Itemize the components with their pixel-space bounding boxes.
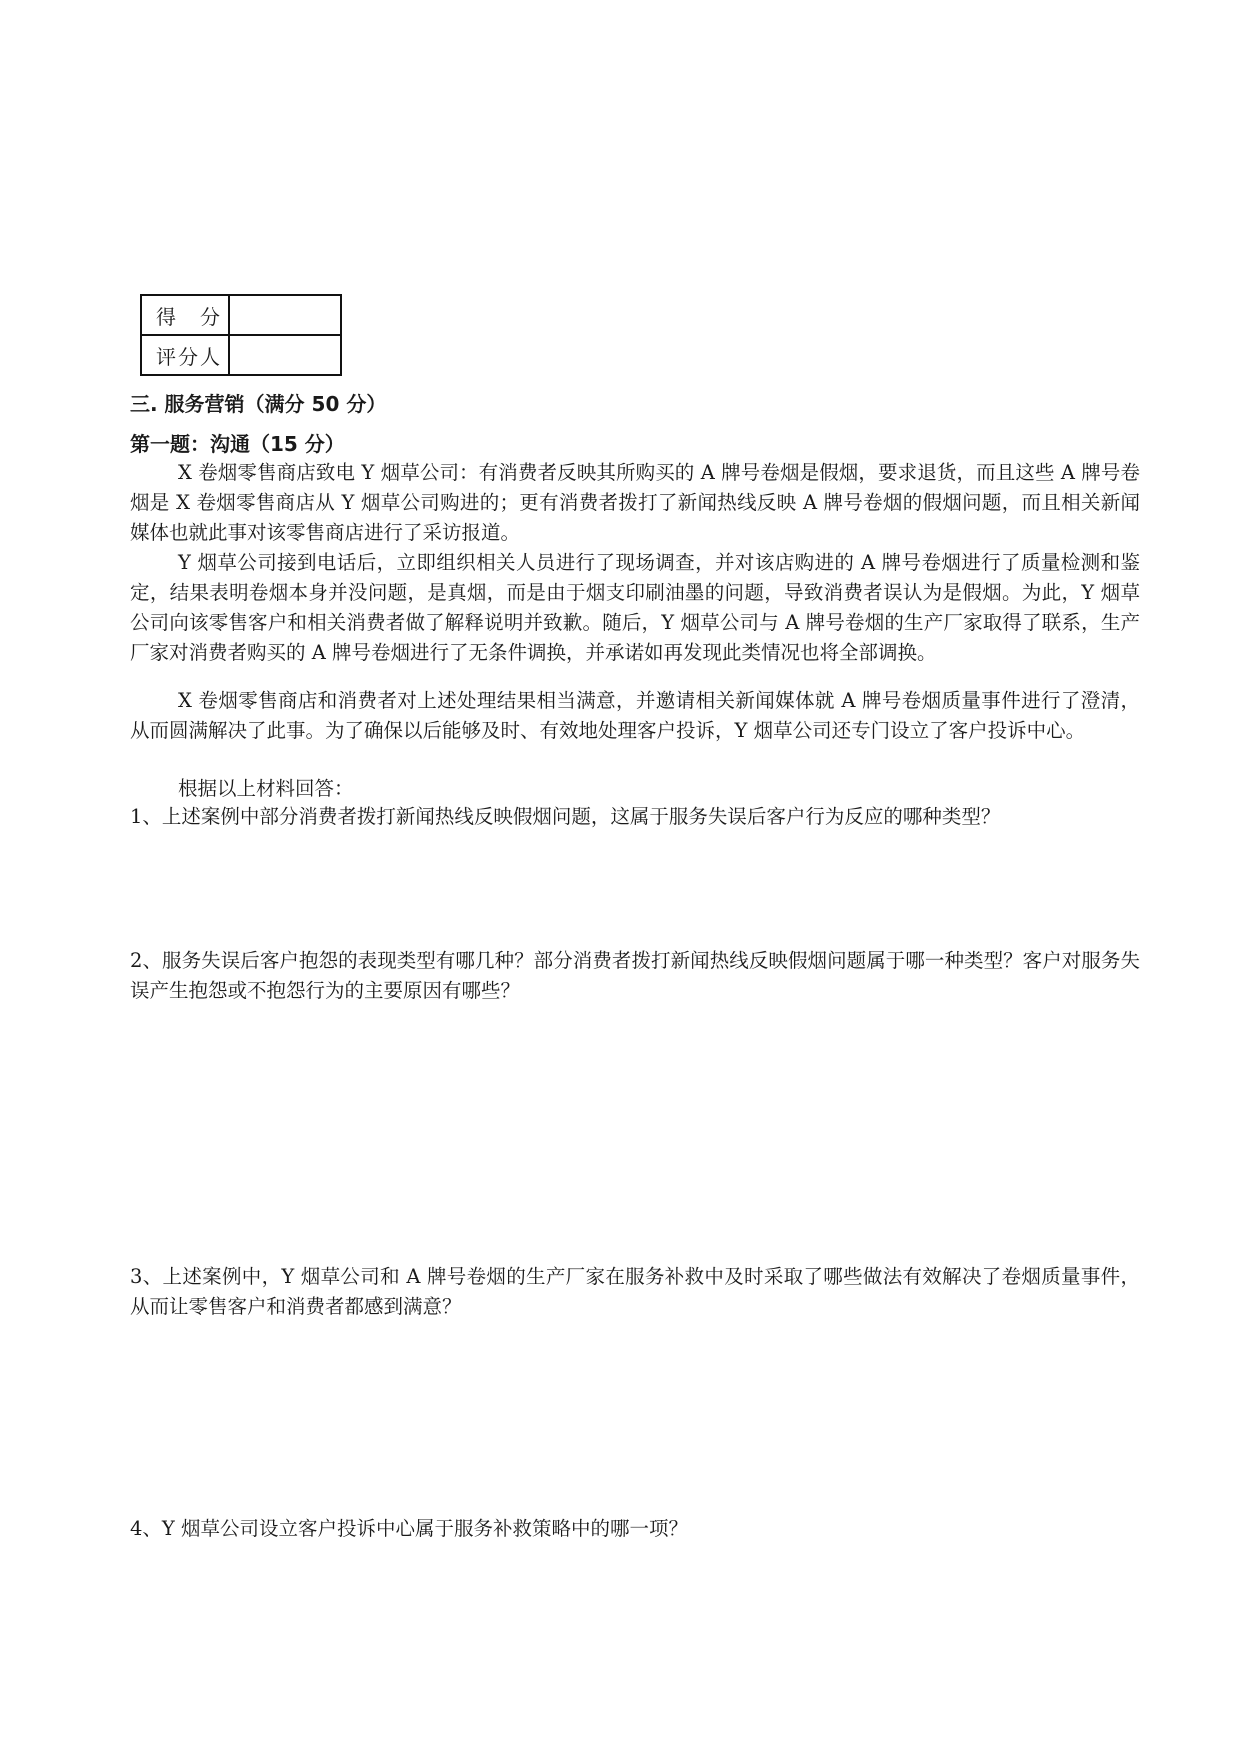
section-title: 三. 服务营销（满分 50 分） [130,392,387,416]
case-paragraph-1 [130,458,1140,548]
question-4: 4、Y 烟草公司设立客户投诉中心属于服务补救策略中的哪一项？ [130,1517,688,1540]
score-row [141,295,341,335]
paragraph-text: Y 烟草公司接到电话后，立即组织相关人员进行了现场调查，并对该店购进的 A 牌号卷烟进行了质量检测和鉴定，结果表明卷烟本身并没问题，是真烟，而是由于烟支印刷油墨的问题，导致消费者误认为是假烟。为此，Y 烟草公司向该零售客户和相关消费者做了解释说明并致歉。随后，Y 烟草公司与 A 牌号卷烟的生产厂家取得了联系，生产厂家对消费者购买的 A 牌号卷烟进行了无条件调换，并承诺如再发现此类情况也将全部调换。 [130,551,1140,664]
question-2: 2、服务失误后客户抱怨的表现类型有哪几种？部分消费者拨打新闻热线反映假烟问题属于哪一种类型？客户对服务失误产生抱怨或不抱怨行为的主要原因有哪些？ [130,949,1140,1002]
question-1: 1、上述案例中部分消费者拨打新闻热线反映假烟问题，这属于服务失误后客户行为反应的哪种类型？ [130,805,1001,828]
paragraph-text: 根据以上材料回答： [178,777,354,800]
answer-prompt [130,774,1140,804]
case-paragraph-2 [130,548,1140,668]
score-label: 得 分 [141,295,229,335]
paragraph-text: X 卷烟零售商店致电 Y 烟草公司：有消费者反映其所购买的 A 牌号卷烟是假烟，要求退货，而且这些 A 牌号卷烟是 X 卷烟零售商店从 Y 烟草公司购进的；更有消费者拨打了新闻热线反映 A 牌号卷烟的假烟问题，而且相关新闻媒体也就此事对该零售商店进行了采访报道。 [130,461,1140,544]
case-paragraph-3 [130,686,1140,746]
question-group-title: 第一题：沟通（15 分） [130,432,345,456]
paragraph-text: X 卷烟零售商店和消费者对上述处理结果相当满意，并邀请相关新闻媒体就 A 牌号卷烟质量事件进行了澄清，从而圆满解决了此事。为了确保以后能够及时、有效地处理客户投诉，Y 烟草公司还专门设立了客户投诉中心。 [130,689,1140,742]
grader-label: 评分人 [141,335,229,375]
grader-row [141,335,341,375]
score-table [140,294,342,376]
grader-value-cell [229,335,341,375]
score-value-cell [229,295,341,335]
question-3: 3、上述案例中，Y 烟草公司和 A 牌号卷烟的生产厂家在服务补救中及时采取了哪些做法有效解决了卷烟质量事件，从而让零售客户和消费者都感到满意？ [130,1265,1140,1318]
